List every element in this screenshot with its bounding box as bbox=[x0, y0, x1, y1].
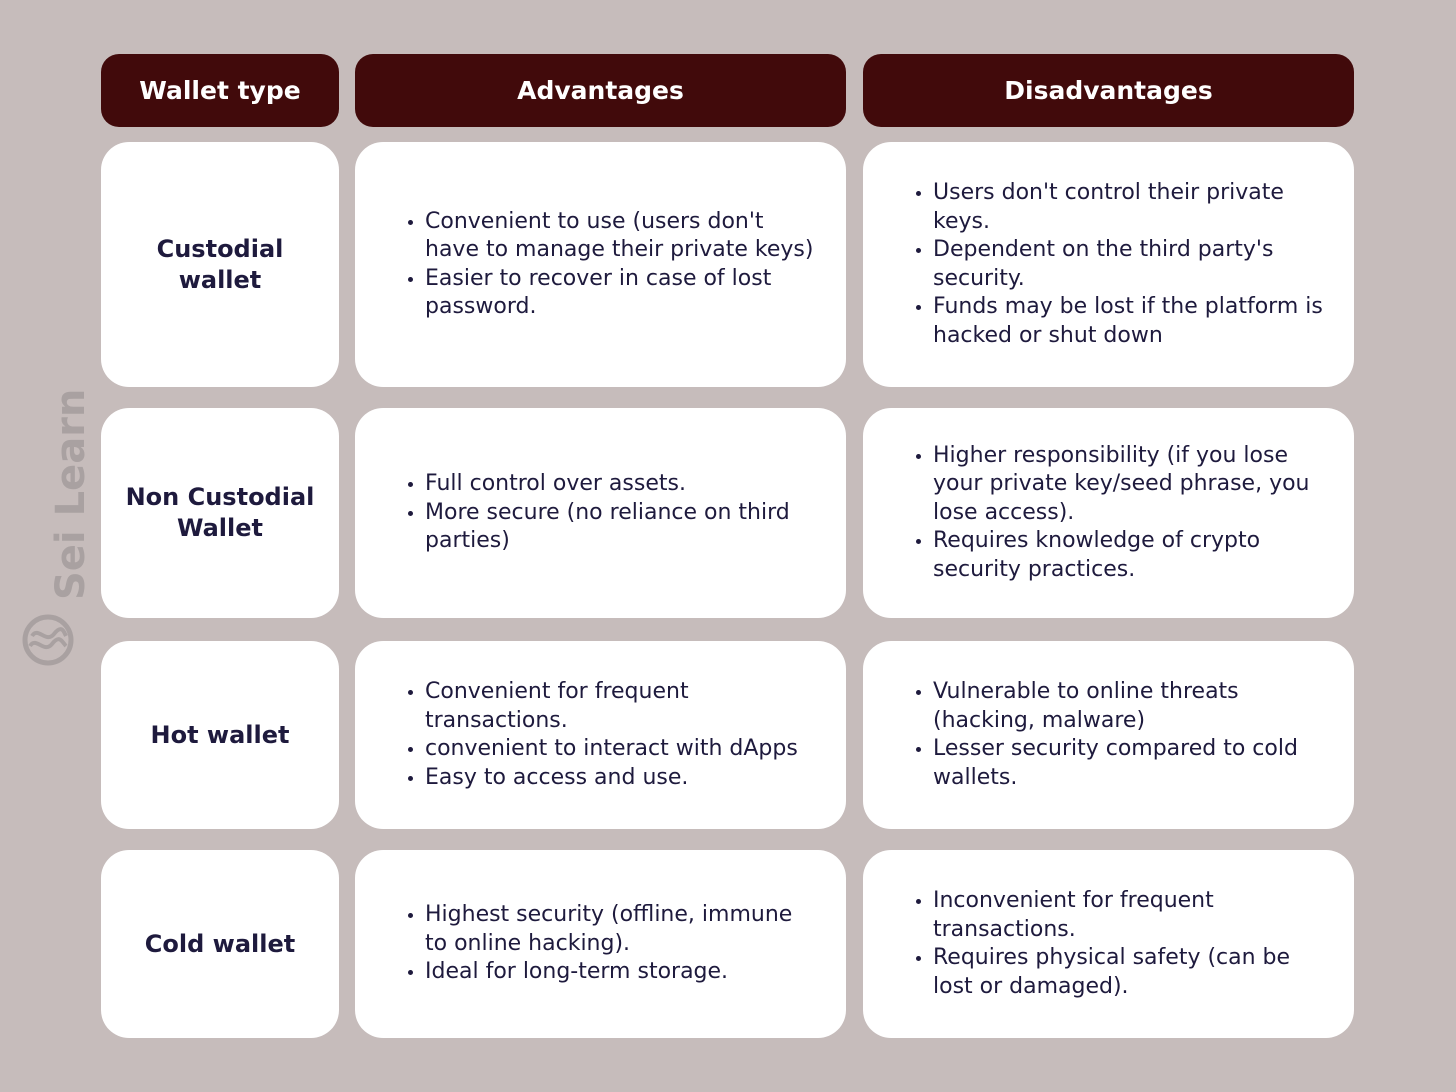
disadvantages-cell bbox=[863, 142, 1354, 387]
advantages-cell bbox=[355, 408, 846, 618]
advantage-item: • Easy to access and use. bbox=[425, 764, 820, 793]
advantages-list bbox=[355, 901, 846, 987]
advantage-item: • Convenient to use (users don't have to manage their private keys) bbox=[425, 208, 820, 265]
advantage-item: • convenient to interact with dApps bbox=[425, 735, 820, 764]
disadvantages-list bbox=[863, 887, 1354, 1001]
disadvantages-cell bbox=[863, 408, 1354, 618]
advantage-item: • Highest security (offline, immune to online hacking). bbox=[425, 901, 820, 958]
wallet-type-cell bbox=[101, 641, 339, 829]
header-disadvantages: Disadvantages bbox=[863, 54, 1354, 127]
advantages-cell bbox=[355, 142, 846, 387]
disadvantages-list bbox=[863, 179, 1354, 350]
wallet-type-label: Custodial wallet bbox=[156, 234, 284, 294]
disadvantage-item: • Requires physical safety (can be lost or damaged). bbox=[933, 944, 1328, 1001]
advantages-list bbox=[355, 470, 846, 556]
wallet-type-label: Hot wallet bbox=[150, 720, 290, 749]
advantage-item: • Full control over assets. bbox=[425, 470, 820, 499]
disadvantage-item: • Funds may be lost if the platform is hacked or shut down bbox=[933, 293, 1328, 350]
disadvantages-list bbox=[863, 442, 1354, 585]
watermark-text: Sei Learn bbox=[48, 388, 94, 600]
disadvantage-item: • Vulnerable to online threats (hacking, malware) bbox=[933, 678, 1328, 735]
advantages-list bbox=[355, 678, 846, 792]
advantage-item: • Ideal for long-term storage. bbox=[425, 958, 820, 987]
wallet-type-cell bbox=[101, 142, 339, 387]
header-advantages: Advantages bbox=[355, 54, 846, 127]
sei-logo-icon bbox=[22, 614, 74, 666]
disadvantage-item: • Lesser security compared to cold wallets. bbox=[933, 735, 1328, 792]
wallet-type-cell bbox=[101, 408, 339, 618]
advantages-cell bbox=[355, 850, 846, 1038]
wallet-type-label: Non Custodial Wallet bbox=[125, 483, 315, 542]
disadvantage-item: • Users don't control their private keys. bbox=[933, 179, 1328, 236]
advantage-item: • More secure (no reliance on third parties) bbox=[425, 499, 820, 556]
advantage-item: • Convenient for frequent transactions. bbox=[425, 678, 820, 735]
wallet-type-label: Cold wallet bbox=[144, 929, 296, 958]
disadvantage-item: • Higher responsibility (if you lose your private key/seed phrase, you lose access). bbox=[933, 442, 1328, 528]
wallet-type-cell bbox=[101, 850, 339, 1038]
disadvantage-item: • Requires knowledge of crypto security practices. bbox=[933, 527, 1328, 584]
advantages-list bbox=[355, 208, 846, 322]
disadvantage-item: • Dependent on the third party's security. bbox=[933, 236, 1328, 293]
header-wallet-type: Wallet type bbox=[101, 54, 339, 127]
disadvantages-cell bbox=[863, 641, 1354, 829]
advantages-cell bbox=[355, 641, 846, 829]
disadvantages-list bbox=[863, 678, 1354, 792]
disadvantage-item: • Inconvenient for frequent transactions. bbox=[933, 887, 1328, 944]
disadvantages-cell bbox=[863, 850, 1354, 1038]
advantage-item: • Easier to recover in case of lost password. bbox=[425, 265, 820, 322]
